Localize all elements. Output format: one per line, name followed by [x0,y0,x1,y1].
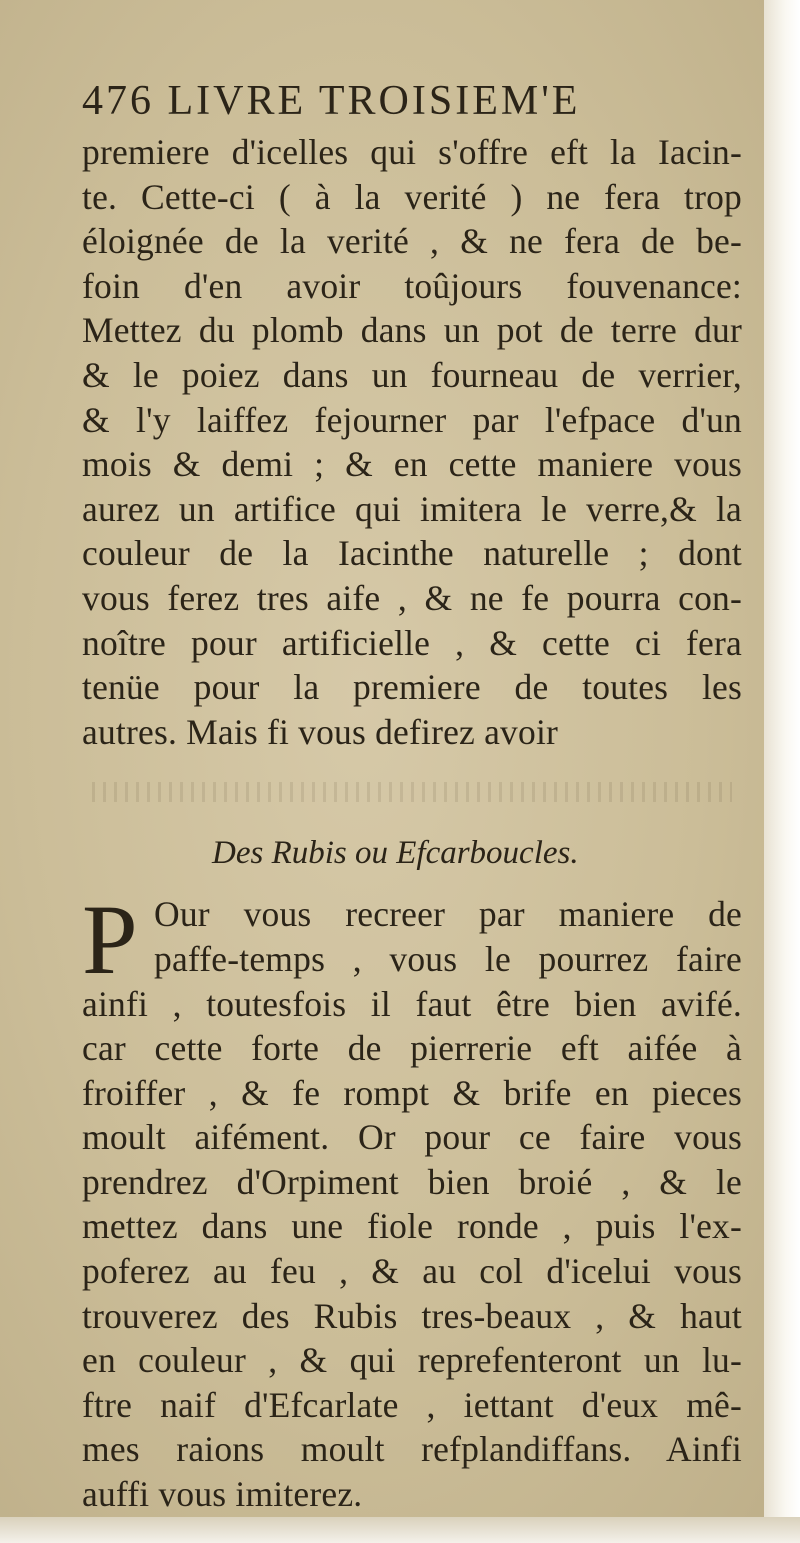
text-line: paffe-temps , vous le pourrez faire [154,938,742,979]
text-line: mettez dans une fiole ronde , puis l'ex- [82,1206,742,1247]
drop-cap: P [82,884,138,996]
running-header: 476 LIVRE TROISIEM'E [82,78,581,124]
text-line: mois & demi ; & en cette maniere vous [82,444,742,485]
text-line: éloignée de la verité , & ne fera de be- [82,221,742,262]
text-line: trouverez des Rubis tres-beaux , & haut [82,1295,742,1336]
text-line: te. Cette-ci ( à la verité ) ne fera trop [82,176,742,217]
paragraph-2 [82,884,742,1516]
paragraph-2-indented [82,892,742,981]
text-line: foin d'en avoir toûjours fouvenance: [82,265,742,306]
page-text [82,72,742,1517]
text-line: froiffer , & fe rompt & brife en pieces [82,1072,742,1113]
paragraph-2-body [82,982,742,1517]
text-line: autres. Mais fi vous defirez avoir [82,711,559,752]
text-line: vous ferez tres aife , & ne fe pourra con- [82,577,742,618]
text-line: moult aifément. Or pour ce faire vous [82,1117,742,1158]
paragraph-1 [82,130,742,754]
text-line: premiere d'icelles qui s'offre eft la Iacin- [82,132,742,172]
section-title: Des Rubis ou Efcarboucles. [212,835,579,872]
text-line: mes raions moult refplandiffans. Ainfi [82,1429,742,1470]
text-line: en couleur , & qui reprefenteront un lu- [82,1340,742,1381]
text-line: auffi vous imiterez. [82,1474,363,1515]
text-line: & l'y laiffez fejourner par l'efpace d'un [82,399,742,440]
text-line: noître pour artificielle , & cette ci fera [82,622,742,663]
text-line: poferez au feu , & au col d'icelui vous [82,1251,742,1292]
text-line: Our vous recreer par maniere de [154,894,742,935]
page-bottom-edge [0,1517,800,1543]
divider-ornament [92,782,732,802]
text-line: ftre naif d'Efcarlate , iettant d'eux mê- [82,1384,742,1425]
text-line: aurez un artifice qui imitera le verre,& la [82,488,742,529]
text-line: tenüe pour la premiere de toutes les [82,667,742,708]
text-line: prendrez d'Orpiment bien broié , & le [82,1161,742,1202]
section-divider [82,760,742,822]
text-line: couleur de la Iacinthe naturelle ; dont [82,533,742,574]
text-line: ainfi , toutesfois il faut être bien avifé. [82,983,742,1024]
text-line: & le poiez dans un fourneau de verrier, [82,354,742,395]
text-line: car cette forte de pierrerie eft aifée à [82,1028,742,1069]
page-edge [764,0,800,1543]
text-line: Mettez du plomb dans un pot de terre dur [82,310,742,351]
